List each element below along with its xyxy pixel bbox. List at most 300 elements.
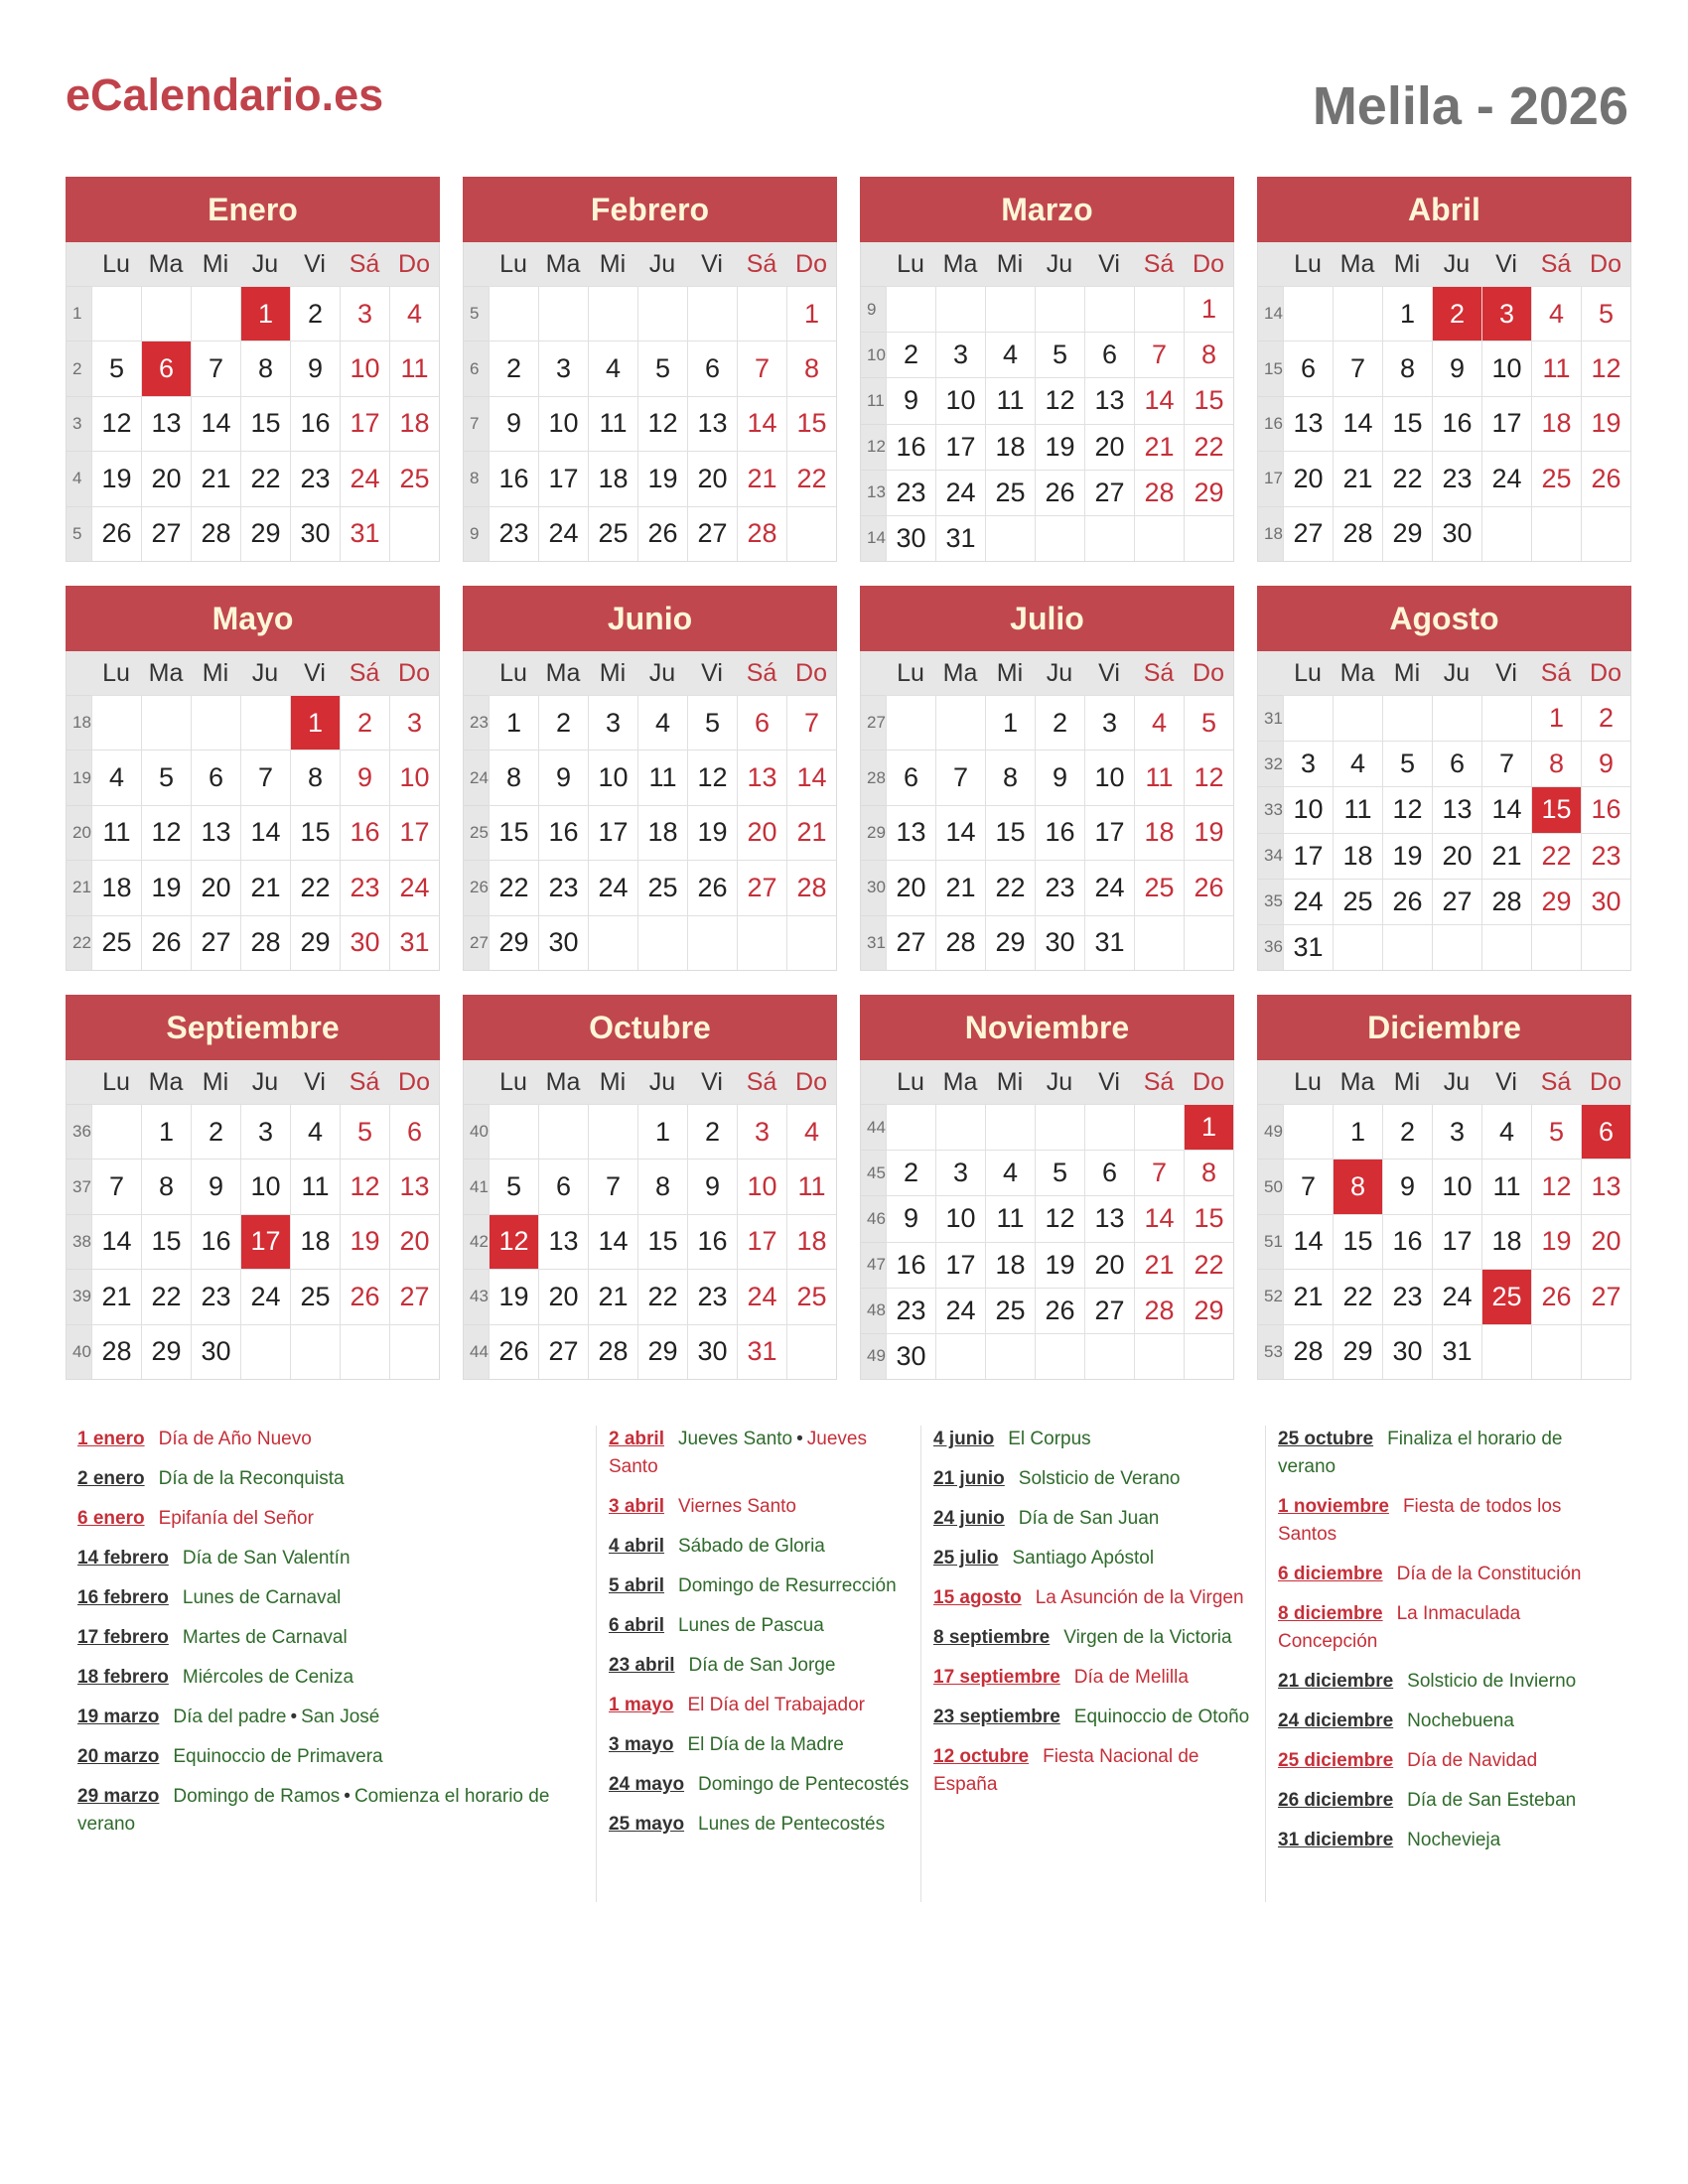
day-cell[interactable]: 23 — [290, 451, 340, 505]
day-cell[interactable]: 8 — [489, 750, 538, 804]
day-cell[interactable]: 12 — [637, 396, 687, 451]
day-cell[interactable]: 2 — [290, 286, 340, 341]
day-cell[interactable]: 18 — [91, 860, 141, 914]
day-cell[interactable]: 4 — [637, 695, 687, 750]
day-cell[interactable]: 15 — [290, 805, 340, 860]
day-cell[interactable]: 19 — [1581, 396, 1630, 451]
day-cell[interactable]: 17 — [1084, 805, 1134, 860]
holiday-date[interactable]: 4 abril — [609, 1536, 664, 1557]
holiday-date[interactable]: 8 diciembre — [1278, 1603, 1383, 1624]
day-cell[interactable]: 25 — [1531, 451, 1581, 505]
holiday-date[interactable]: 5 abril — [609, 1575, 664, 1596]
day-cell[interactable]: 28 — [1481, 879, 1531, 924]
day-cell[interactable]: 7 — [240, 750, 290, 804]
day-cell[interactable]: 12 — [141, 805, 191, 860]
day-cell[interactable]: 10 — [935, 1195, 985, 1241]
day-cell[interactable]: 31 — [1283, 924, 1333, 970]
holiday-date[interactable]: 23 septiembre — [933, 1706, 1060, 1727]
day-cell[interactable]: 9 — [886, 377, 935, 423]
day-cell[interactable]: 1 — [1382, 286, 1432, 341]
day-cell[interactable]: 8 — [1333, 1159, 1382, 1213]
day-cell[interactable]: 20 — [886, 860, 935, 914]
day-cell[interactable]: 16 — [1035, 805, 1084, 860]
day-cell[interactable]: 21 — [737, 451, 786, 505]
day-cell[interactable]: 19 — [1531, 1214, 1581, 1269]
day-cell[interactable]: 25 — [985, 470, 1035, 515]
day-cell[interactable]: 22 — [1382, 451, 1432, 505]
day-cell[interactable]: 30 — [340, 915, 389, 970]
day-cell[interactable]: 25 — [389, 451, 439, 505]
day-cell[interactable]: 11 — [91, 805, 141, 860]
day-cell[interactable]: 3 — [935, 1150, 985, 1195]
day-cell[interactable]: 31 — [389, 915, 439, 970]
day-cell[interactable]: 9 — [1432, 341, 1481, 395]
day-cell[interactable]: 4 — [1481, 1104, 1531, 1159]
holiday-date[interactable]: 31 diciembre — [1278, 1830, 1394, 1850]
day-cell[interactable]: 8 — [1184, 1150, 1233, 1195]
day-cell[interactable]: 6 — [737, 695, 786, 750]
day-cell[interactable]: 17 — [935, 424, 985, 470]
day-cell[interactable]: 25 — [588, 506, 637, 561]
holiday-date[interactable]: 1 mayo — [609, 1695, 674, 1715]
day-cell[interactable]: 5 — [1382, 741, 1432, 786]
day-cell[interactable]: 1 — [637, 1104, 687, 1159]
day-cell[interactable]: 22 — [786, 451, 836, 505]
day-cell[interactable]: 22 — [1333, 1269, 1382, 1323]
day-cell[interactable]: 2 — [1432, 286, 1481, 341]
day-cell[interactable]: 28 — [1333, 506, 1382, 561]
day-cell[interactable]: 10 — [1432, 1159, 1481, 1213]
day-cell[interactable]: 7 — [191, 341, 240, 395]
day-cell[interactable]: 4 — [290, 1104, 340, 1159]
day-cell[interactable]: 7 — [91, 1159, 141, 1213]
day-cell[interactable]: 14 — [1481, 786, 1531, 832]
day-cell[interactable]: 6 — [1084, 1150, 1134, 1195]
day-cell[interactable]: 19 — [340, 1214, 389, 1269]
day-cell[interactable]: 11 — [1333, 786, 1382, 832]
day-cell[interactable]: 19 — [489, 1269, 538, 1323]
day-cell[interactable]: 14 — [240, 805, 290, 860]
day-cell[interactable]: 16 — [538, 805, 588, 860]
day-cell[interactable]: 20 — [1084, 1242, 1134, 1288]
day-cell[interactable]: 14 — [191, 396, 240, 451]
day-cell[interactable]: 14 — [588, 1214, 637, 1269]
day-cell[interactable]: 2 — [538, 695, 588, 750]
day-cell[interactable]: 27 — [886, 915, 935, 970]
day-cell[interactable]: 5 — [1184, 695, 1233, 750]
day-cell[interactable]: 14 — [1333, 396, 1382, 451]
day-cell[interactable]: 29 — [489, 915, 538, 970]
day-cell[interactable]: 11 — [985, 377, 1035, 423]
holiday-date[interactable]: 6 abril — [609, 1615, 664, 1636]
day-cell[interactable]: 16 — [290, 396, 340, 451]
day-cell[interactable]: 2 — [1035, 695, 1084, 750]
day-cell[interactable]: 6 — [886, 750, 935, 804]
day-cell[interactable]: 31 — [1432, 1324, 1481, 1379]
day-cell[interactable]: 23 — [489, 506, 538, 561]
day-cell[interactable]: 24 — [1481, 451, 1531, 505]
day-cell[interactable]: 12 — [1035, 1195, 1084, 1241]
day-cell[interactable]: 23 — [1382, 1269, 1432, 1323]
day-cell[interactable]: 14 — [1134, 1195, 1184, 1241]
day-cell[interactable]: 28 — [240, 915, 290, 970]
holiday-date[interactable]: 2 enero — [77, 1468, 145, 1489]
holiday-date[interactable]: 17 febrero — [77, 1627, 169, 1648]
day-cell[interactable]: 28 — [1283, 1324, 1333, 1379]
day-cell[interactable]: 19 — [1184, 805, 1233, 860]
day-cell[interactable]: 16 — [1432, 396, 1481, 451]
day-cell[interactable]: 11 — [588, 396, 637, 451]
day-cell[interactable]: 5 — [1531, 1104, 1581, 1159]
day-cell[interactable]: 6 — [538, 1159, 588, 1213]
day-cell[interactable]: 27 — [538, 1324, 588, 1379]
day-cell[interactable]: 4 — [91, 750, 141, 804]
day-cell[interactable]: 11 — [1531, 341, 1581, 395]
day-cell[interactable]: 16 — [886, 424, 935, 470]
day-cell[interactable]: 23 — [886, 1288, 935, 1333]
day-cell[interactable]: 24 — [240, 1269, 290, 1323]
day-cell[interactable]: 16 — [886, 1242, 935, 1288]
day-cell[interactable]: 29 — [985, 915, 1035, 970]
day-cell[interactable]: 6 — [1084, 332, 1134, 377]
day-cell[interactable]: 25 — [786, 1269, 836, 1323]
day-cell[interactable]: 20 — [1084, 424, 1134, 470]
holiday-date[interactable]: 6 diciembre — [1278, 1564, 1383, 1584]
day-cell[interactable]: 3 — [240, 1104, 290, 1159]
day-cell[interactable]: 14 — [1283, 1214, 1333, 1269]
day-cell[interactable]: 23 — [1432, 451, 1481, 505]
day-cell[interactable]: 22 — [637, 1269, 687, 1323]
day-cell[interactable]: 18 — [389, 396, 439, 451]
day-cell[interactable]: 10 — [737, 1159, 786, 1213]
holiday-date[interactable]: 23 abril — [609, 1655, 675, 1676]
day-cell[interactable]: 7 — [737, 341, 786, 395]
holiday-date[interactable]: 29 marzo — [77, 1786, 160, 1807]
day-cell[interactable]: 9 — [886, 1195, 935, 1241]
day-cell[interactable]: 24 — [389, 860, 439, 914]
day-cell[interactable]: 8 — [290, 750, 340, 804]
day-cell[interactable]: 5 — [489, 1159, 538, 1213]
day-cell[interactable]: 18 — [637, 805, 687, 860]
day-cell[interactable]: 1 — [290, 695, 340, 750]
day-cell[interactable]: 25 — [637, 860, 687, 914]
holiday-date[interactable]: 4 junio — [933, 1429, 995, 1449]
day-cell[interactable]: 18 — [985, 1242, 1035, 1288]
day-cell[interactable]: 30 — [1432, 506, 1481, 561]
day-cell[interactable]: 12 — [1184, 750, 1233, 804]
day-cell[interactable]: 29 — [240, 506, 290, 561]
day-cell[interactable]: 12 — [1581, 341, 1630, 395]
day-cell[interactable]: 28 — [786, 860, 836, 914]
day-cell[interactable]: 10 — [389, 750, 439, 804]
day-cell[interactable]: 23 — [687, 1269, 737, 1323]
day-cell[interactable]: 17 — [935, 1242, 985, 1288]
day-cell[interactable]: 28 — [1134, 470, 1184, 515]
day-cell[interactable]: 17 — [588, 805, 637, 860]
day-cell[interactable]: 31 — [340, 506, 389, 561]
day-cell[interactable]: 7 — [1134, 1150, 1184, 1195]
day-cell[interactable]: 16 — [191, 1214, 240, 1269]
day-cell[interactable]: 20 — [687, 451, 737, 505]
holiday-date[interactable]: 20 marzo — [77, 1746, 160, 1767]
day-cell[interactable]: 26 — [1531, 1269, 1581, 1323]
day-cell[interactable]: 29 — [1184, 1288, 1233, 1333]
day-cell[interactable]: 9 — [340, 750, 389, 804]
day-cell[interactable]: 15 — [1184, 377, 1233, 423]
day-cell[interactable]: 10 — [340, 341, 389, 395]
day-cell[interactable]: 21 — [1481, 833, 1531, 879]
day-cell[interactable]: 27 — [1581, 1269, 1630, 1323]
day-cell[interactable]: 17 — [538, 451, 588, 505]
day-cell[interactable]: 30 — [538, 915, 588, 970]
day-cell[interactable]: 14 — [737, 396, 786, 451]
day-cell[interactable]: 16 — [489, 451, 538, 505]
day-cell[interactable]: 24 — [1432, 1269, 1481, 1323]
day-cell[interactable]: 19 — [1382, 833, 1432, 879]
day-cell[interactable]: 4 — [389, 286, 439, 341]
day-cell[interactable]: 13 — [886, 805, 935, 860]
day-cell[interactable]: 3 — [935, 332, 985, 377]
day-cell[interactable]: 20 — [141, 451, 191, 505]
day-cell[interactable]: 7 — [1481, 741, 1531, 786]
day-cell[interactable]: 21 — [588, 1269, 637, 1323]
day-cell[interactable]: 26 — [1035, 470, 1084, 515]
day-cell[interactable]: 1 — [1184, 286, 1233, 332]
day-cell[interactable]: 20 — [1432, 833, 1481, 879]
day-cell[interactable]: 19 — [91, 451, 141, 505]
day-cell[interactable]: 24 — [588, 860, 637, 914]
day-cell[interactable]: 14 — [935, 805, 985, 860]
day-cell[interactable]: 28 — [91, 1324, 141, 1379]
day-cell[interactable]: 10 — [240, 1159, 290, 1213]
holiday-date[interactable]: 12 octubre — [933, 1746, 1030, 1767]
day-cell[interactable]: 8 — [1531, 741, 1581, 786]
day-cell[interactable]: 5 — [687, 695, 737, 750]
day-cell[interactable]: 9 — [1035, 750, 1084, 804]
day-cell[interactable]: 22 — [240, 451, 290, 505]
day-cell[interactable]: 9 — [290, 341, 340, 395]
day-cell[interactable]: 6 — [141, 341, 191, 395]
day-cell[interactable]: 9 — [489, 396, 538, 451]
day-cell[interactable]: 7 — [1333, 341, 1382, 395]
day-cell[interactable]: 1 — [985, 695, 1035, 750]
day-cell[interactable]: 27 — [141, 506, 191, 561]
day-cell[interactable]: 20 — [1581, 1214, 1630, 1269]
day-cell[interactable]: 26 — [1581, 451, 1630, 505]
day-cell[interactable]: 12 — [489, 1214, 538, 1269]
day-cell[interactable]: 22 — [1184, 424, 1233, 470]
day-cell[interactable]: 26 — [1382, 879, 1432, 924]
day-cell[interactable]: 27 — [1283, 506, 1333, 561]
day-cell[interactable]: 17 — [1432, 1214, 1481, 1269]
day-cell[interactable]: 26 — [141, 915, 191, 970]
day-cell[interactable]: 23 — [340, 860, 389, 914]
holiday-date[interactable]: 2 abril — [609, 1429, 664, 1449]
day-cell[interactable]: 10 — [538, 396, 588, 451]
day-cell[interactable]: 19 — [687, 805, 737, 860]
day-cell[interactable]: 17 — [1283, 833, 1333, 879]
holiday-date[interactable]: 25 diciembre — [1278, 1750, 1394, 1771]
day-cell[interactable]: 1 — [786, 286, 836, 341]
holiday-date[interactable]: 19 marzo — [77, 1706, 160, 1727]
day-cell[interactable]: 12 — [1035, 377, 1084, 423]
day-cell[interactable]: 21 — [1333, 451, 1382, 505]
day-cell[interactable]: 21 — [935, 860, 985, 914]
holiday-date[interactable]: 24 junio — [933, 1508, 1005, 1529]
day-cell[interactable]: 5 — [637, 341, 687, 395]
day-cell[interactable]: 21 — [91, 1269, 141, 1323]
day-cell[interactable]: 15 — [1184, 1195, 1233, 1241]
day-cell[interactable]: 4 — [588, 341, 637, 395]
day-cell[interactable]: 11 — [389, 341, 439, 395]
day-cell[interactable]: 30 — [886, 515, 935, 561]
day-cell[interactable]: 28 — [1134, 1288, 1184, 1333]
day-cell[interactable]: 12 — [340, 1159, 389, 1213]
day-cell[interactable]: 4 — [985, 1150, 1035, 1195]
day-cell[interactable]: 17 — [240, 1214, 290, 1269]
day-cell[interactable]: 10 — [588, 750, 637, 804]
day-cell[interactable]: 1 — [240, 286, 290, 341]
day-cell[interactable]: 7 — [588, 1159, 637, 1213]
day-cell[interactable]: 1 — [1333, 1104, 1382, 1159]
day-cell[interactable]: 15 — [1531, 786, 1581, 832]
day-cell[interactable]: 14 — [91, 1214, 141, 1269]
day-cell[interactable]: 31 — [737, 1324, 786, 1379]
day-cell[interactable]: 8 — [240, 341, 290, 395]
day-cell[interactable]: 15 — [637, 1214, 687, 1269]
holiday-date[interactable]: 24 diciembre — [1278, 1710, 1394, 1731]
day-cell[interactable]: 26 — [340, 1269, 389, 1323]
day-cell[interactable]: 30 — [886, 1333, 935, 1379]
day-cell[interactable]: 10 — [935, 377, 985, 423]
day-cell[interactable]: 3 — [588, 695, 637, 750]
day-cell[interactable]: 30 — [1581, 879, 1630, 924]
day-cell[interactable]: 29 — [1531, 879, 1581, 924]
day-cell[interactable]: 20 — [737, 805, 786, 860]
day-cell[interactable]: 28 — [935, 915, 985, 970]
day-cell[interactable]: 3 — [737, 1104, 786, 1159]
day-cell[interactable]: 21 — [786, 805, 836, 860]
day-cell[interactable]: 13 — [1581, 1159, 1630, 1213]
day-cell[interactable]: 25 — [1134, 860, 1184, 914]
day-cell[interactable]: 6 — [1283, 341, 1333, 395]
holiday-date[interactable]: 18 febrero — [77, 1667, 169, 1688]
day-cell[interactable]: 30 — [687, 1324, 737, 1379]
day-cell[interactable]: 28 — [191, 506, 240, 561]
day-cell[interactable]: 24 — [340, 451, 389, 505]
day-cell[interactable]: 17 — [389, 805, 439, 860]
day-cell[interactable]: 29 — [1184, 470, 1233, 515]
day-cell[interactable]: 23 — [886, 470, 935, 515]
day-cell[interactable]: 2 — [191, 1104, 240, 1159]
day-cell[interactable]: 8 — [786, 341, 836, 395]
day-cell[interactable]: 29 — [141, 1324, 191, 1379]
day-cell[interactable]: 21 — [1134, 1242, 1184, 1288]
day-cell[interactable]: 13 — [1084, 1195, 1134, 1241]
day-cell[interactable]: 11 — [1481, 1159, 1531, 1213]
day-cell[interactable]: 19 — [1035, 1242, 1084, 1288]
day-cell[interactable]: 3 — [389, 695, 439, 750]
day-cell[interactable]: 18 — [1134, 805, 1184, 860]
day-cell[interactable]: 18 — [1531, 396, 1581, 451]
day-cell[interactable]: 23 — [1581, 833, 1630, 879]
day-cell[interactable]: 25 — [985, 1288, 1035, 1333]
day-cell[interactable]: 13 — [737, 750, 786, 804]
holiday-date[interactable]: 21 diciembre — [1278, 1671, 1394, 1692]
day-cell[interactable]: 6 — [191, 750, 240, 804]
day-cell[interactable]: 22 — [290, 860, 340, 914]
day-cell[interactable]: 30 — [191, 1324, 240, 1379]
day-cell[interactable]: 15 — [240, 396, 290, 451]
day-cell[interactable]: 5 — [1581, 286, 1630, 341]
day-cell[interactable]: 4 — [1333, 741, 1382, 786]
day-cell[interactable]: 26 — [91, 506, 141, 561]
day-cell[interactable]: 19 — [141, 860, 191, 914]
day-cell[interactable]: 7 — [1283, 1159, 1333, 1213]
holiday-date[interactable]: 25 octubre — [1278, 1429, 1374, 1449]
day-cell[interactable]: 24 — [538, 506, 588, 561]
holiday-date[interactable]: 6 enero — [77, 1508, 145, 1529]
day-cell[interactable]: 8 — [1184, 332, 1233, 377]
day-cell[interactable]: 6 — [1581, 1104, 1630, 1159]
day-cell[interactable]: 15 — [141, 1214, 191, 1269]
day-cell[interactable]: 2 — [340, 695, 389, 750]
day-cell[interactable]: 25 — [1333, 879, 1382, 924]
day-cell[interactable]: 27 — [737, 860, 786, 914]
day-cell[interactable]: 11 — [1134, 750, 1184, 804]
day-cell[interactable]: 15 — [489, 805, 538, 860]
day-cell[interactable]: 3 — [1481, 286, 1531, 341]
day-cell[interactable]: 3 — [1084, 695, 1134, 750]
day-cell[interactable]: 25 — [1481, 1269, 1531, 1323]
day-cell[interactable]: 7 — [786, 695, 836, 750]
day-cell[interactable]: 14 — [1134, 377, 1184, 423]
day-cell[interactable]: 2 — [886, 1150, 935, 1195]
day-cell[interactable]: 29 — [1382, 506, 1432, 561]
day-cell[interactable]: 21 — [240, 860, 290, 914]
day-cell[interactable]: 12 — [1382, 786, 1432, 832]
day-cell[interactable]: 15 — [985, 805, 1035, 860]
day-cell[interactable]: 6 — [687, 341, 737, 395]
day-cell[interactable]: 27 — [389, 1269, 439, 1323]
day-cell[interactable]: 1 — [489, 695, 538, 750]
day-cell[interactable]: 4 — [1531, 286, 1581, 341]
day-cell[interactable]: 13 — [1084, 377, 1134, 423]
day-cell[interactable]: 26 — [1035, 1288, 1084, 1333]
day-cell[interactable]: 1 — [1531, 695, 1581, 741]
day-cell[interactable]: 24 — [1084, 860, 1134, 914]
day-cell[interactable]: 1 — [141, 1104, 191, 1159]
day-cell[interactable]: 20 — [389, 1214, 439, 1269]
day-cell[interactable]: 9 — [687, 1159, 737, 1213]
day-cell[interactable]: 14 — [786, 750, 836, 804]
day-cell[interactable]: 18 — [786, 1214, 836, 1269]
day-cell[interactable]: 27 — [1084, 470, 1134, 515]
holiday-date[interactable]: 8 septiembre — [933, 1627, 1051, 1648]
day-cell[interactable]: 5 — [91, 341, 141, 395]
holiday-date[interactable]: 1 noviembre — [1278, 1496, 1389, 1517]
day-cell[interactable]: 27 — [1084, 1288, 1134, 1333]
day-cell[interactable]: 17 — [340, 396, 389, 451]
day-cell[interactable]: 9 — [1382, 1159, 1432, 1213]
day-cell[interactable]: 9 — [1581, 741, 1630, 786]
day-cell[interactable]: 2 — [886, 332, 935, 377]
day-cell[interactable]: 26 — [637, 506, 687, 561]
day-cell[interactable]: 15 — [786, 396, 836, 451]
day-cell[interactable]: 4 — [786, 1104, 836, 1159]
day-cell[interactable]: 25 — [290, 1269, 340, 1323]
holiday-date[interactable]: 3 abril — [609, 1496, 664, 1517]
